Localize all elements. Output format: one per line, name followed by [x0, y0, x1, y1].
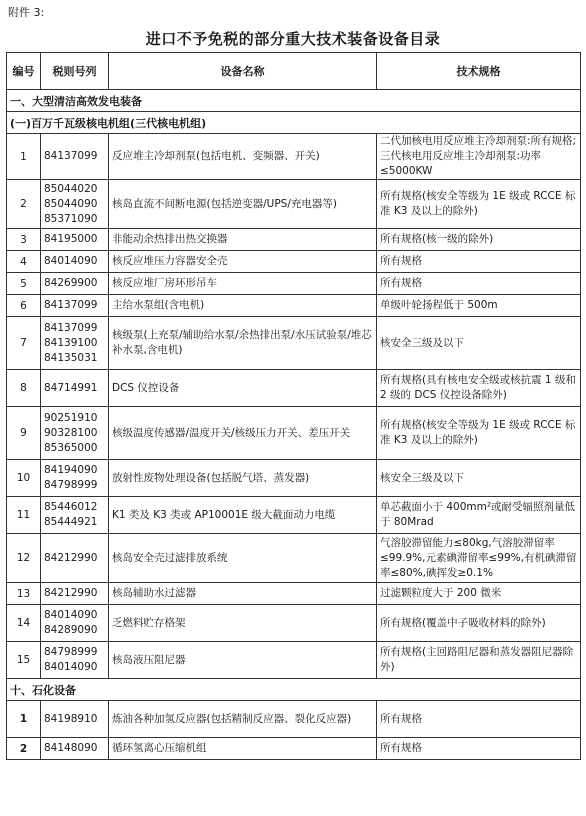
- tariff-code: 85044090: [44, 197, 98, 210]
- table-row: [7, 251, 581, 273]
- equipment-name: 核级温度传感器/温度开关/核级压力开关、差压开关: [109, 407, 377, 460]
- section-title: 一、大型清洁高效发电装备: [7, 90, 581, 112]
- technical-spec: 二代加核电用反应堆主冷却剂泵:所有规格;三代核电用反应堆主冷却剂泵:功率≤5000KW: [377, 134, 581, 180]
- table-header-row: [7, 53, 581, 90]
- section-title: 十、石化设备: [7, 679, 581, 701]
- tariff-codes: [41, 497, 109, 534]
- equipment-name: 主给水泵组(含电机): [109, 295, 377, 317]
- equipment-name: 乏燃料贮存格架: [109, 605, 377, 642]
- table-row: [7, 407, 581, 460]
- technical-spec: 所有规格: [377, 273, 581, 295]
- row-number: 7: [7, 317, 41, 370]
- attachment-label: 附件 3:: [8, 6, 45, 19]
- row-number: 2: [7, 180, 41, 229]
- row-number: 5: [7, 273, 41, 295]
- tariff-code: 90251910: [44, 411, 98, 424]
- equipment-name: DCS 仪控设备: [109, 370, 377, 407]
- equipment-name: 非能动余热排出热交换器: [109, 229, 377, 251]
- tariff-code: 84014090: [44, 609, 98, 621]
- equipment-name: 放射性废物处理设备(包括脱气塔、蒸发器): [109, 460, 377, 497]
- technical-spec: 所有规格: [377, 251, 581, 273]
- tariff-codes: [41, 701, 109, 738]
- table-row: [7, 534, 581, 583]
- tariff-code: 84137099: [44, 150, 98, 162]
- table-row: [7, 229, 581, 251]
- tariff-code: 84798999: [44, 479, 98, 491]
- technical-spec: 单级叶轮扬程低于 500m: [377, 295, 581, 317]
- table-row: [7, 295, 581, 317]
- row-number: 6: [7, 295, 41, 317]
- table-row: [7, 273, 581, 295]
- tariff-codes: [41, 534, 109, 583]
- tariff-code: 84212990: [44, 587, 98, 599]
- row-number: 13: [7, 583, 41, 605]
- technical-spec: 核安全三级及以下: [377, 460, 581, 497]
- table-row: [7, 701, 581, 738]
- row-number: 4: [7, 251, 41, 273]
- equipment-name: 炼油各种加氢反应器(包括精制反应器、裂化反应器): [109, 701, 377, 738]
- equipment-table: [6, 52, 581, 760]
- table-row: [7, 497, 581, 534]
- row-number: 12: [7, 534, 41, 583]
- tariff-codes: [41, 229, 109, 251]
- tariff-code: 84798999: [44, 646, 98, 658]
- technical-spec: 所有规格(主回路阻尼器和蒸发器阻尼器除外): [377, 642, 581, 679]
- equipment-name: 核岛液压阻尼器: [109, 642, 377, 679]
- tariff-codes: [41, 642, 109, 679]
- tariff-codes: [41, 583, 109, 605]
- row-number: 1: [7, 134, 41, 180]
- row-number: 3: [7, 229, 41, 251]
- technical-spec: 单芯截面小于 400mm²或耐受辐照剂量低于 80Mrad: [377, 497, 581, 534]
- tariff-codes: [41, 251, 109, 273]
- tariff-code: 84714991: [44, 381, 98, 394]
- row-number: 15: [7, 642, 41, 679]
- tariff-codes: [41, 460, 109, 497]
- table-row: [7, 370, 581, 407]
- tariff-code: 90328100: [44, 426, 98, 439]
- tariff-code: 84137099: [44, 321, 98, 334]
- table-row: [7, 738, 581, 760]
- row-number: 2: [7, 738, 41, 760]
- technical-spec: 所有规格(核安全等级为 1E 级或 RCCE 标准 K3 及以上的除外): [377, 407, 581, 460]
- tariff-code: 85371090: [44, 212, 98, 225]
- tariff-code: 84194090: [44, 464, 98, 476]
- equipment-name: 核岛直流不间断电源(包括逆变器/UPS/充电器等): [109, 180, 377, 229]
- row-number: 11: [7, 497, 41, 534]
- tariff-code: 84014090: [44, 661, 98, 673]
- table-row: [7, 605, 581, 642]
- table-row: [7, 134, 581, 180]
- tariff-code: 84269900: [44, 277, 98, 289]
- table-row: [7, 460, 581, 497]
- table-row: [7, 642, 581, 679]
- tariff-code: 85446012: [44, 501, 98, 513]
- tariff-code: 84137099: [44, 299, 98, 311]
- tariff-codes: [41, 180, 109, 229]
- technical-spec: 所有规格: [377, 701, 581, 738]
- row-number: 14: [7, 605, 41, 642]
- tariff-codes: [41, 317, 109, 370]
- equipment-name: 循环氢离心压缩机组: [109, 738, 377, 760]
- tariff-codes: [41, 370, 109, 407]
- row-number: 9: [7, 407, 41, 460]
- tariff-codes: [41, 407, 109, 460]
- tariff-code: 85365000: [44, 441, 98, 454]
- tariff-codes: [41, 605, 109, 642]
- section-row: [7, 90, 581, 112]
- equipment-name: 核级泵(上充泵/辅助给水泵/余热排出泵/水压试验泵/堆芯补水泵,含电机): [109, 317, 377, 370]
- tariff-code: 84148090: [44, 742, 98, 754]
- header-spec: 技术规格: [377, 53, 581, 90]
- tariff-codes: [41, 273, 109, 295]
- equipment-name: 反应堆主冷却剂泵(包括电机、变频器、开关): [109, 134, 377, 180]
- section-row: [7, 679, 581, 701]
- technical-spec: 过滤颗粒度大于 200 微米: [377, 583, 581, 605]
- technical-spec: 所有规格(核一级的除外): [377, 229, 581, 251]
- tariff-code: 84212990: [44, 551, 98, 564]
- tariff-code: 84195000: [44, 233, 98, 245]
- equipment-name: 核岛安全壳过滤排放系统: [109, 534, 377, 583]
- tariff-code: 84198910: [44, 712, 98, 725]
- tariff-code: 84289090: [44, 624, 98, 636]
- technical-spec: 所有规格(核安全等级为 1E 级或 RCCE 标准 K3 及以上的除外): [377, 180, 581, 229]
- header-name: 设备名称: [109, 53, 377, 90]
- tariff-code: 84135031: [44, 351, 98, 364]
- equipment-name: 核反应堆厂房环形吊车: [109, 273, 377, 295]
- equipment-name: 核岛辅助水过滤器: [109, 583, 377, 605]
- equipment-name: 核反应堆压力容器安全壳: [109, 251, 377, 273]
- equipment-name: K1 类及 K3 类或 AP10001E 级大截面动力电缆: [109, 497, 377, 534]
- technical-spec: 所有规格: [377, 738, 581, 760]
- table-row: [7, 317, 581, 370]
- subsection-title: (一)百万千瓦级核电机组(三代核电机组): [7, 112, 581, 134]
- tariff-code: 84139100: [44, 336, 98, 349]
- tariff-code: 85044020: [44, 182, 98, 195]
- technical-spec: 所有规格(具有核电安全级或核抗震 1 级和 2 级的 DCS 仪控设备除外): [377, 370, 581, 407]
- table-row: [7, 180, 581, 229]
- technical-spec: 核安全三级及以下: [377, 317, 581, 370]
- technical-spec: 所有规格(覆盖中子吸收材料的除外): [377, 605, 581, 642]
- tariff-codes: [41, 134, 109, 180]
- table-row: [7, 583, 581, 605]
- tariff-code: 84014090: [44, 255, 98, 267]
- subsection-row: [7, 112, 581, 134]
- header-no: 编号: [7, 53, 41, 90]
- row-number: 8: [7, 370, 41, 407]
- tariff-code: 85444921: [44, 516, 98, 528]
- tariff-codes: [41, 738, 109, 760]
- header-code: 税则号列: [41, 53, 109, 90]
- tariff-codes: [41, 295, 109, 317]
- technical-spec: 气溶胶滞留能力≤80kg,气溶胶滞留率≤99.9%,元素碘滞留率≤99%,有机碘滞留率≤80%,碘挥发≥0.1%: [377, 534, 581, 583]
- row-number: 1: [7, 701, 41, 738]
- row-number: 10: [7, 460, 41, 497]
- document-title: 进口不予免税的部分重大技术装备设备目录: [145, 30, 441, 48]
